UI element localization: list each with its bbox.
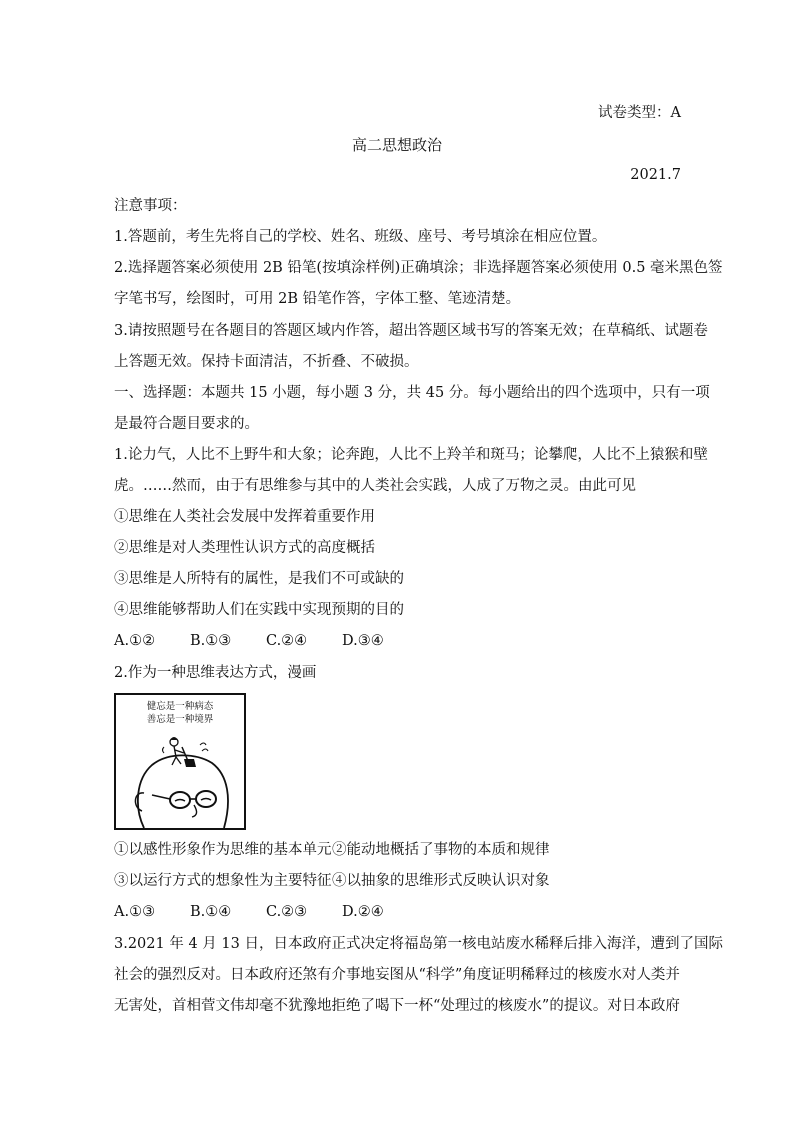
q2-items-row [114, 843, 550, 858]
q2-option-b[interactable]: B.①④ [190, 904, 232, 920]
section-heading: 一、选择题：本题共 15 小题，每小题 3 分，共 45 分。每小题给出的四个选项中，只有一项 [114, 385, 710, 401]
paper-type: 试卷类型：A [598, 105, 681, 121]
q2-option-c[interactable]: C.②③ [266, 904, 308, 920]
q1-option-a[interactable]: A.①② [114, 633, 156, 649]
q2-item: ③以运行方式的想象性为主要特征 [114, 873, 332, 889]
q3-stem: 社会的强烈反对。日本政府还煞有介事地妄图从“科学”角度证明稀释过的核废水对人类并 [114, 967, 680, 983]
q2-options [114, 905, 384, 920]
q3-stem: 3.2021 年 4 月 13 日，日本政府正式决定将福岛第一核电站废水稀释后排入海洋，遭到了国际 [114, 936, 723, 952]
q1-option-c[interactable]: C.②④ [266, 633, 308, 649]
q1-option-d[interactable]: D.③④ [342, 633, 384, 649]
q2-item: ②能动地概括了事物的本质和规律 [332, 842, 550, 858]
cartoon-caption-line: 健忘是一种病态 [146, 701, 214, 712]
q1-stem: 虎。……然而，由于有思维参与其中的人类社会实践，人成了万物之灵。由此可见 [114, 478, 636, 494]
notice-item: 字笔书写，绘图时，可用 2B 铅笔作答，字体工整、笔迹清楚。 [114, 291, 521, 307]
exam-title: 高二思想政治 [351, 136, 442, 154]
cartoon-image [114, 693, 246, 830]
exam-date: 2021.7 [630, 167, 681, 183]
q2-item: ①以感性形象作为思维的基本单元 [114, 842, 332, 858]
q2-items-row [114, 874, 550, 889]
cartoon-drawing [116, 695, 244, 828]
q2-option-d[interactable]: D.②④ [342, 904, 384, 920]
q1-item: ④思维能够帮助人们在实践中实现预期的目的 [114, 602, 404, 618]
notice-item: 3.请按照题号在各题目的答题区域内作答，超出答题区域书写的答案无效；在草稿纸、试题卷 [114, 323, 708, 339]
q1-options [114, 634, 384, 649]
notice-item: 2.选择题答案必须使用 2B 铅笔(按填涂样例)正确填涂；非选择题答案必须使用 0.5 毫米黑色签 [114, 260, 723, 276]
section-heading-cont: 是最符合题目要求的。 [114, 416, 259, 432]
q2-item: ④以抽象的思维形式反映认识对象 [332, 873, 550, 889]
q2-option-a[interactable]: A.①③ [114, 904, 156, 920]
notice-item: 上答题无效。保持卡面清洁，不折叠、不破损。 [114, 354, 419, 370]
q3-stem: 无害处，首相菅文伟却毫不犹豫地拒绝了喝下一杯“处理过的核废水”的提议。对日本政府 [114, 998, 680, 1014]
notice-heading: 注意事项： [114, 198, 187, 214]
q1-option-b[interactable]: B.①③ [190, 633, 232, 649]
notice-item: 1.答题前，考生先将自己的学校、姓名、班级、座号、考号填涂在相应位置。 [114, 229, 607, 245]
q1-stem: 1.论力气，人比不上野牛和大象；论奔跑，人比不上羚羊和斑马；论攀爬，人比不上猿猴和壁 [114, 447, 708, 463]
q1-item: ①思维在人类社会发展中发挥着重要作用 [114, 509, 375, 525]
cartoon-caption-line: 善忘是一种境界 [146, 714, 214, 725]
q1-item: ③思维是人所特有的属性，是我们不可或缺的 [114, 571, 404, 587]
q2-stem: 2.作为一种思维表达方式，漫画 [114, 665, 317, 681]
q1-item: ②思维是对人类理性认识方式的高度概括 [114, 540, 375, 556]
